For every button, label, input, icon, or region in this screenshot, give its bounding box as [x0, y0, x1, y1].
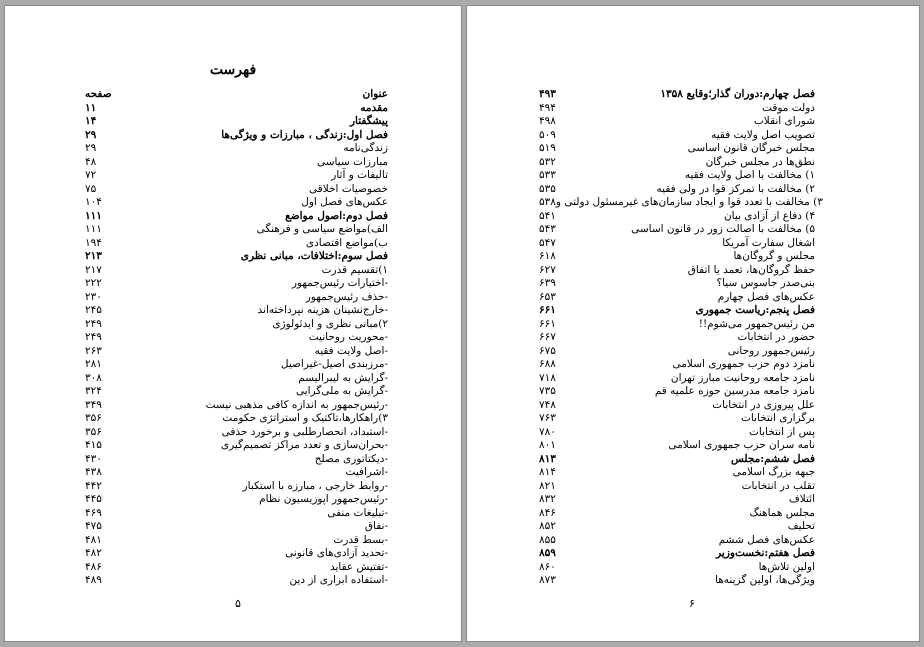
toc-page-number: ۸۵۲: [539, 520, 556, 532]
toc-row: [539, 480, 815, 494]
toc-page-number: ۲۶۳: [85, 344, 102, 357]
toc-row: [85, 547, 388, 561]
toc-page-number: ۲۲۲: [85, 277, 102, 289]
toc-row: [85, 561, 388, 575]
toc-page-number: ۶۶۱: [539, 304, 556, 316]
toc-page-number: ۷۴۸: [539, 398, 556, 411]
toc-page-number: ۵۱۹: [539, 142, 556, 154]
toc-entry-title: نطق‌ها در مجلس خبرگان: [705, 155, 815, 168]
toc-row: [539, 129, 815, 143]
toc-row: [539, 318, 815, 332]
toc-page-number: ۴۸۶: [85, 560, 102, 573]
toc-row: [539, 520, 815, 534]
toc-page-number: ۱۱۱: [85, 223, 102, 235]
toc-page-number: ۱۱: [85, 101, 97, 114]
toc-row: [85, 318, 388, 332]
toc-page-number: ۴۸۹: [85, 574, 102, 586]
toc-entry-title: برگزاری انتخابات: [740, 412, 815, 424]
toc-entry-title: عکس‌های فصل اول: [301, 196, 388, 208]
toc-page-number: ۶۸۸: [539, 358, 556, 370]
toc-page-number: ۵۰۹: [539, 128, 556, 141]
toc-row: [85, 534, 388, 548]
toc-row: [85, 466, 388, 480]
toc-entry-title: ۳)راهکارها،تاکتیک و استراتژی حکومت: [222, 412, 388, 424]
toc-entry-title: -بسط قدرت: [333, 533, 388, 546]
toc-entry-title: -اختیارات رئیس‌جمهور: [291, 277, 388, 289]
toc-row: [85, 480, 388, 494]
toc-page-number: ۲۴۵: [85, 304, 102, 316]
toc-row: [539, 331, 815, 345]
toc-row: [539, 426, 815, 440]
toc-page-number: ۳۲۴: [85, 385, 102, 397]
toc-entry-title: -رئیس‌جمهور به اندازه کافی مذهبی نیست: [205, 398, 388, 411]
toc-row: [539, 183, 815, 197]
toc-page-number: ۵۳۳: [539, 169, 556, 181]
toc-row: [85, 142, 388, 156]
toc-row: [85, 574, 388, 588]
toc-row: [85, 291, 388, 305]
toc-entry-title: زندگی‌نامه: [343, 142, 388, 154]
toc-row: [85, 250, 388, 264]
toc-page-number: ۷۶۳: [539, 412, 556, 424]
toc-page-number: ۴۸۲: [85, 547, 102, 559]
toc-page-number: ۳۵۶: [85, 425, 102, 438]
toc-entry-title: پیشگفتار: [349, 115, 388, 127]
toc-page-number: ۴۸۱: [85, 533, 102, 546]
toc-row: [85, 507, 388, 521]
left-page: [4, 5, 462, 642]
toc-entry-title: ۴) دفاع از آزادی بیان: [723, 209, 815, 222]
toc-entry-title: من رئیس‌جمهور می‌شوم!!: [698, 317, 815, 330]
toc-row: [85, 264, 388, 278]
toc-page-number: ۴۶۹: [85, 506, 102, 519]
toc-page-number: ۷۵: [85, 182, 97, 195]
toc-entry-title: فصل اول:زندگی ، مبارزات و ویژگی‌ها: [221, 128, 388, 141]
toc-entry-title: شورای انقلاب: [753, 115, 815, 127]
toc-page-number: ۲۸۱: [85, 358, 102, 370]
toc-row: [539, 466, 815, 480]
toc-row: [539, 223, 815, 237]
toc-page-number: ۶۶۱: [539, 317, 556, 330]
toc-entry-title: -رئیس‌جمهور اپوزیسیون نظام: [259, 493, 388, 505]
toc-row: [539, 210, 815, 224]
toc-page-number: ۷۸۰: [539, 425, 556, 438]
toc-page-number: ۸۱۳: [539, 452, 556, 465]
toc-entry-title: -محوریت روحانیت: [308, 331, 388, 343]
toc-page-number: ۳۵۶: [85, 412, 102, 424]
toc-page-number: ۴۷۵: [85, 520, 102, 532]
toc-entry-title: -مرزبندی اصیل-غیراصیل: [280, 358, 388, 370]
toc-entry-title: مبارزات سیاسی: [317, 155, 388, 168]
toc-entry-title: ۲)مبانی نظری و ایدئولوژی: [272, 317, 388, 330]
toc-entry-title: فصل دوم:اصول مواضع: [285, 209, 388, 222]
toc-entry-title: فصل ششم:مجلس: [730, 452, 815, 465]
toc-entry-title: -گرایش به لیبرالیسم: [298, 371, 388, 384]
toc-entry-title: مجلس خبرگان قانون اساسی: [687, 142, 815, 154]
toc-entry-title: تحلیف: [787, 520, 815, 532]
toc-page-number: ۲۴۹: [85, 317, 102, 330]
toc-entry-title: تصویب اصل ولایت فقیه: [711, 128, 815, 141]
toc-row: [85, 156, 388, 170]
toc-entry-title: ۱) مخالفت با اصل ولایت فقیه: [684, 169, 815, 181]
toc-entry-title: ۵) مخالفت با اصالت زور در قانون اساسی: [631, 223, 815, 235]
toc-entry-title: حضور در انتخابات: [737, 331, 815, 343]
toc-entry-title: علل پیروزی در انتخابات: [712, 398, 815, 411]
toc-page-number: ۱۴: [85, 115, 97, 127]
toc-row: [85, 331, 388, 345]
toc-row: [539, 142, 815, 156]
toc-row: [539, 156, 815, 170]
toc-entry-title: تقلب در انتخابات: [741, 479, 815, 492]
toc-row: [85, 102, 388, 116]
toc-row: [85, 493, 388, 507]
toc-entry-title: مجلس هماهنگ: [749, 506, 815, 519]
toc-entry-title: -دیکتاتوری مصلح: [314, 452, 388, 465]
toc-entry-title: -حذف رئیس‌جمهور: [305, 290, 388, 303]
toc-row: [539, 399, 815, 413]
toc-row: [85, 372, 388, 386]
toc-entry-title: تالیفات و آثار: [331, 169, 388, 181]
toc-page-number: ۴۳۸: [85, 466, 102, 478]
toc-page-number: ۸۵۵: [539, 533, 556, 546]
toc-row: [85, 183, 388, 197]
toc-page-number: ۴۱۵: [85, 439, 102, 451]
toc-page-number: ۴۴۲: [85, 479, 102, 492]
toc-page-number: ۲۴۹: [85, 331, 102, 343]
toc-page-number: ۷۱۸: [539, 371, 556, 384]
toc-entry-title: -روابط خارجی ، مبارزه با استکبار: [242, 479, 388, 492]
toc-page-number: ۸۶۰: [539, 560, 556, 573]
toc-entry-title: الف)مواضع سیاسی و فرهنگی: [256, 223, 388, 235]
toc-entry-title: -نفاق: [364, 520, 388, 532]
toc-row: [539, 561, 815, 575]
toc-row: [85, 115, 388, 129]
toc-row: [539, 547, 815, 561]
toc-row: [85, 196, 388, 210]
toc-entry-title: ۳) مخالفت با تعدد قوا و ایجاد سازمان‌های غیرمسئول دولتی و: [555, 196, 823, 208]
toc-row: [539, 88, 815, 102]
toc-page-number: ۵۳۸: [539, 196, 556, 208]
page-number-right: ۶: [689, 597, 695, 610]
toc-entry-title: فصل پنجم:ریاست جمهوری: [695, 304, 815, 316]
toc-entry-title: رئیس‌جمهور روحانی: [727, 344, 815, 357]
toc-row: [539, 385, 815, 399]
toc-row: [539, 277, 815, 291]
toc-entry-title: -تبلیغات منفی: [327, 506, 388, 519]
toc-entry-title: -تحدید آزادی‌های قانونی: [285, 547, 388, 559]
toc-page-number: ۴۳۰: [85, 452, 102, 465]
toc-entry-title: اشغال سفارت آمریکا: [722, 236, 815, 249]
toc-row: [539, 237, 815, 251]
toc-right-list: [539, 88, 823, 588]
toc-row: [539, 304, 815, 318]
toc-row: [539, 102, 815, 116]
toc-page-number: ۶۵۳: [539, 290, 556, 303]
toc-row: [539, 493, 815, 507]
toc-row: [85, 399, 388, 413]
toc-entry-title: -تفتیش عقاید: [329, 560, 388, 573]
toc-entry-title: خصوصیات اخلاقی: [309, 182, 388, 195]
toc-entry-title: اولین تلاش‌ها: [758, 560, 815, 573]
toc-page-number: ۲۹: [85, 128, 97, 141]
toc-page-number: ۲۹: [85, 142, 97, 154]
toc-page-number: ۲۳۰: [85, 290, 102, 303]
toc-page-number: ۷۳۵: [539, 385, 556, 397]
toc-row: [539, 372, 815, 386]
toc-row: [85, 412, 388, 426]
toc-page-number: ۱۹۴: [85, 236, 102, 249]
toc-entry-title: دولت موقت: [762, 101, 815, 114]
toc-row: [539, 358, 815, 372]
toc-page-number: ۴۹۳: [539, 88, 556, 100]
toc-page-number: ۸۰۱: [539, 439, 556, 451]
toc-page-number: ۵۴۱: [539, 209, 556, 222]
toc-page-number: ۴۹۸: [539, 115, 556, 127]
toc-entry-title: نامه سران حزب جمهوری اسلامی: [668, 439, 815, 451]
toc-page-number: ۱۱۱: [85, 209, 102, 222]
toc-row: [85, 520, 388, 534]
toc-entry-title: ائتلاف: [788, 493, 815, 505]
toc-page-number: ۴۹۴: [539, 101, 556, 114]
toc-row: [539, 412, 815, 426]
toc-row: [539, 264, 815, 278]
toc-page-number: ۵۳۲: [539, 155, 556, 168]
toc-entry-title: نامزد جامعه مدرسین حوزه علمیه قم: [654, 385, 815, 397]
toc-page-number: ۸۴۶: [539, 506, 556, 519]
toc-entry-title: پس از انتخابات: [749, 425, 815, 438]
toc-entry-title: -استبداد، انحصارطلبی و برخورد حذفی: [221, 425, 388, 438]
toc-title: فهرست: [209, 62, 257, 78]
toc-page-number: ۵۴۳: [539, 223, 556, 235]
toc-row: [85, 345, 388, 359]
toc-row: [539, 534, 815, 548]
toc-entry-title: فصل چهارم:دوران گذار؛وقایع ۱۳۵۸: [660, 88, 815, 100]
toc-page-number: ۸۱۴: [539, 466, 556, 478]
toc-entry-title: عنوان: [362, 88, 388, 100]
toc-row: [85, 210, 388, 224]
toc-entry-title: -استفاده ابزاری از دین: [289, 574, 388, 586]
toc-entry-title: فصل سوم:اختلافات، مبانی نظری: [240, 250, 388, 262]
toc-row: [539, 291, 815, 305]
toc-page-number: ۲۱۷: [85, 263, 102, 276]
toc-page-number: ۸۳۲: [539, 493, 556, 505]
toc-entry-title: جبهه بزرگ اسلامی: [732, 466, 815, 478]
toc-entry-title: -اشرافیت: [345, 466, 388, 478]
toc-row: [539, 345, 815, 359]
toc-page-number: ۶۷۵: [539, 344, 556, 357]
toc-entry-title: عکس‌های فصل چهارم: [717, 290, 815, 303]
toc-row: [85, 169, 388, 183]
right-page: [466, 5, 920, 642]
toc-entry-title: -خارج‌نشینان هزینه نپرداخته‌اند: [257, 304, 388, 316]
toc-page-number: ۶۳۹: [539, 277, 556, 289]
toc-entry-title: عکس‌های فصل ششم: [718, 533, 815, 546]
toc-page-number: ۴۴۵: [85, 493, 102, 505]
toc-row: [85, 304, 388, 318]
toc-entry-title: -اصل ولایت فقیه: [314, 344, 388, 357]
toc-page-number: ۸۵۹: [539, 547, 556, 559]
toc-row: [539, 169, 815, 183]
toc-row: [539, 115, 815, 129]
toc-entry-title: بنی‌صدر جاسوس سیا؟: [716, 277, 815, 289]
toc-entry-title: ب)مواضع اقتصادی: [305, 236, 388, 249]
toc-page-number: ۸۷۳: [539, 574, 556, 586]
toc-entry-title: فصل هفتم:نخست‌وزیر: [716, 547, 815, 559]
toc-row: [539, 507, 815, 521]
toc-page-number: ۷۲: [85, 169, 97, 181]
toc-row: [539, 574, 815, 588]
toc-row: [85, 223, 388, 237]
toc-row: [85, 277, 388, 291]
toc-page-number: ۵۳۵: [539, 182, 556, 195]
toc-entry-title: -گرایش به ملی‌گرایی: [295, 385, 388, 397]
toc-page-number: ۶۲۷: [539, 263, 556, 276]
toc-entry-title: ۱)تقسیم قدرت: [321, 263, 388, 276]
toc-page-number: ۴۸: [85, 155, 97, 168]
toc-page-number: ۳۰۸: [85, 371, 102, 384]
toc-page-number: ۱۰۴: [85, 196, 102, 208]
toc-row: [85, 453, 388, 467]
toc-entry-title: -بحران‌سازی و تعدد مراکز تصمیم‌گیری: [220, 439, 388, 451]
toc-entry-title: حفظ گروگان‌ها، تعمد یا اتفاق: [687, 263, 815, 276]
toc-page-number: ۲۱۳: [85, 250, 102, 262]
toc-page-number: ۵۴۷: [539, 236, 556, 249]
toc-page-number: ۶۱۸: [539, 250, 556, 262]
toc-row: [539, 453, 815, 467]
toc-entry-title: نامزد جامعه روحانیت مبارز تهران: [670, 371, 815, 384]
toc-entry-title: ۲) مخالفت با تمرکز قوا در ولی فقیه: [656, 182, 815, 195]
toc-row: [539, 196, 823, 210]
toc-row: [85, 385, 388, 399]
toc-left-list: [85, 88, 388, 588]
toc-row: [85, 129, 388, 143]
toc-entry-title: مقدمه: [360, 101, 388, 114]
toc-page-number: صفحه: [85, 88, 112, 100]
toc-page-number: ۳۴۹: [85, 398, 102, 411]
toc-row: [85, 88, 388, 102]
toc-row: [539, 250, 815, 264]
toc-page-number: ۶۶۷: [539, 331, 556, 343]
page-number-left: ۵: [235, 597, 241, 610]
toc-entry-title: مجلس و گروگان‌ها: [733, 250, 815, 262]
toc-row: [85, 426, 388, 440]
toc-row: [85, 237, 388, 251]
toc-row: [85, 358, 388, 372]
toc-page-number: ۸۲۱: [539, 479, 556, 492]
toc-entry-title: نامزد دوم حزب جمهوری اسلامی: [672, 358, 815, 370]
toc-entry-title: ویژگی‌ها، اولین گزینه‌ها: [715, 574, 815, 586]
toc-row: [85, 439, 388, 453]
toc-row: [539, 439, 815, 453]
